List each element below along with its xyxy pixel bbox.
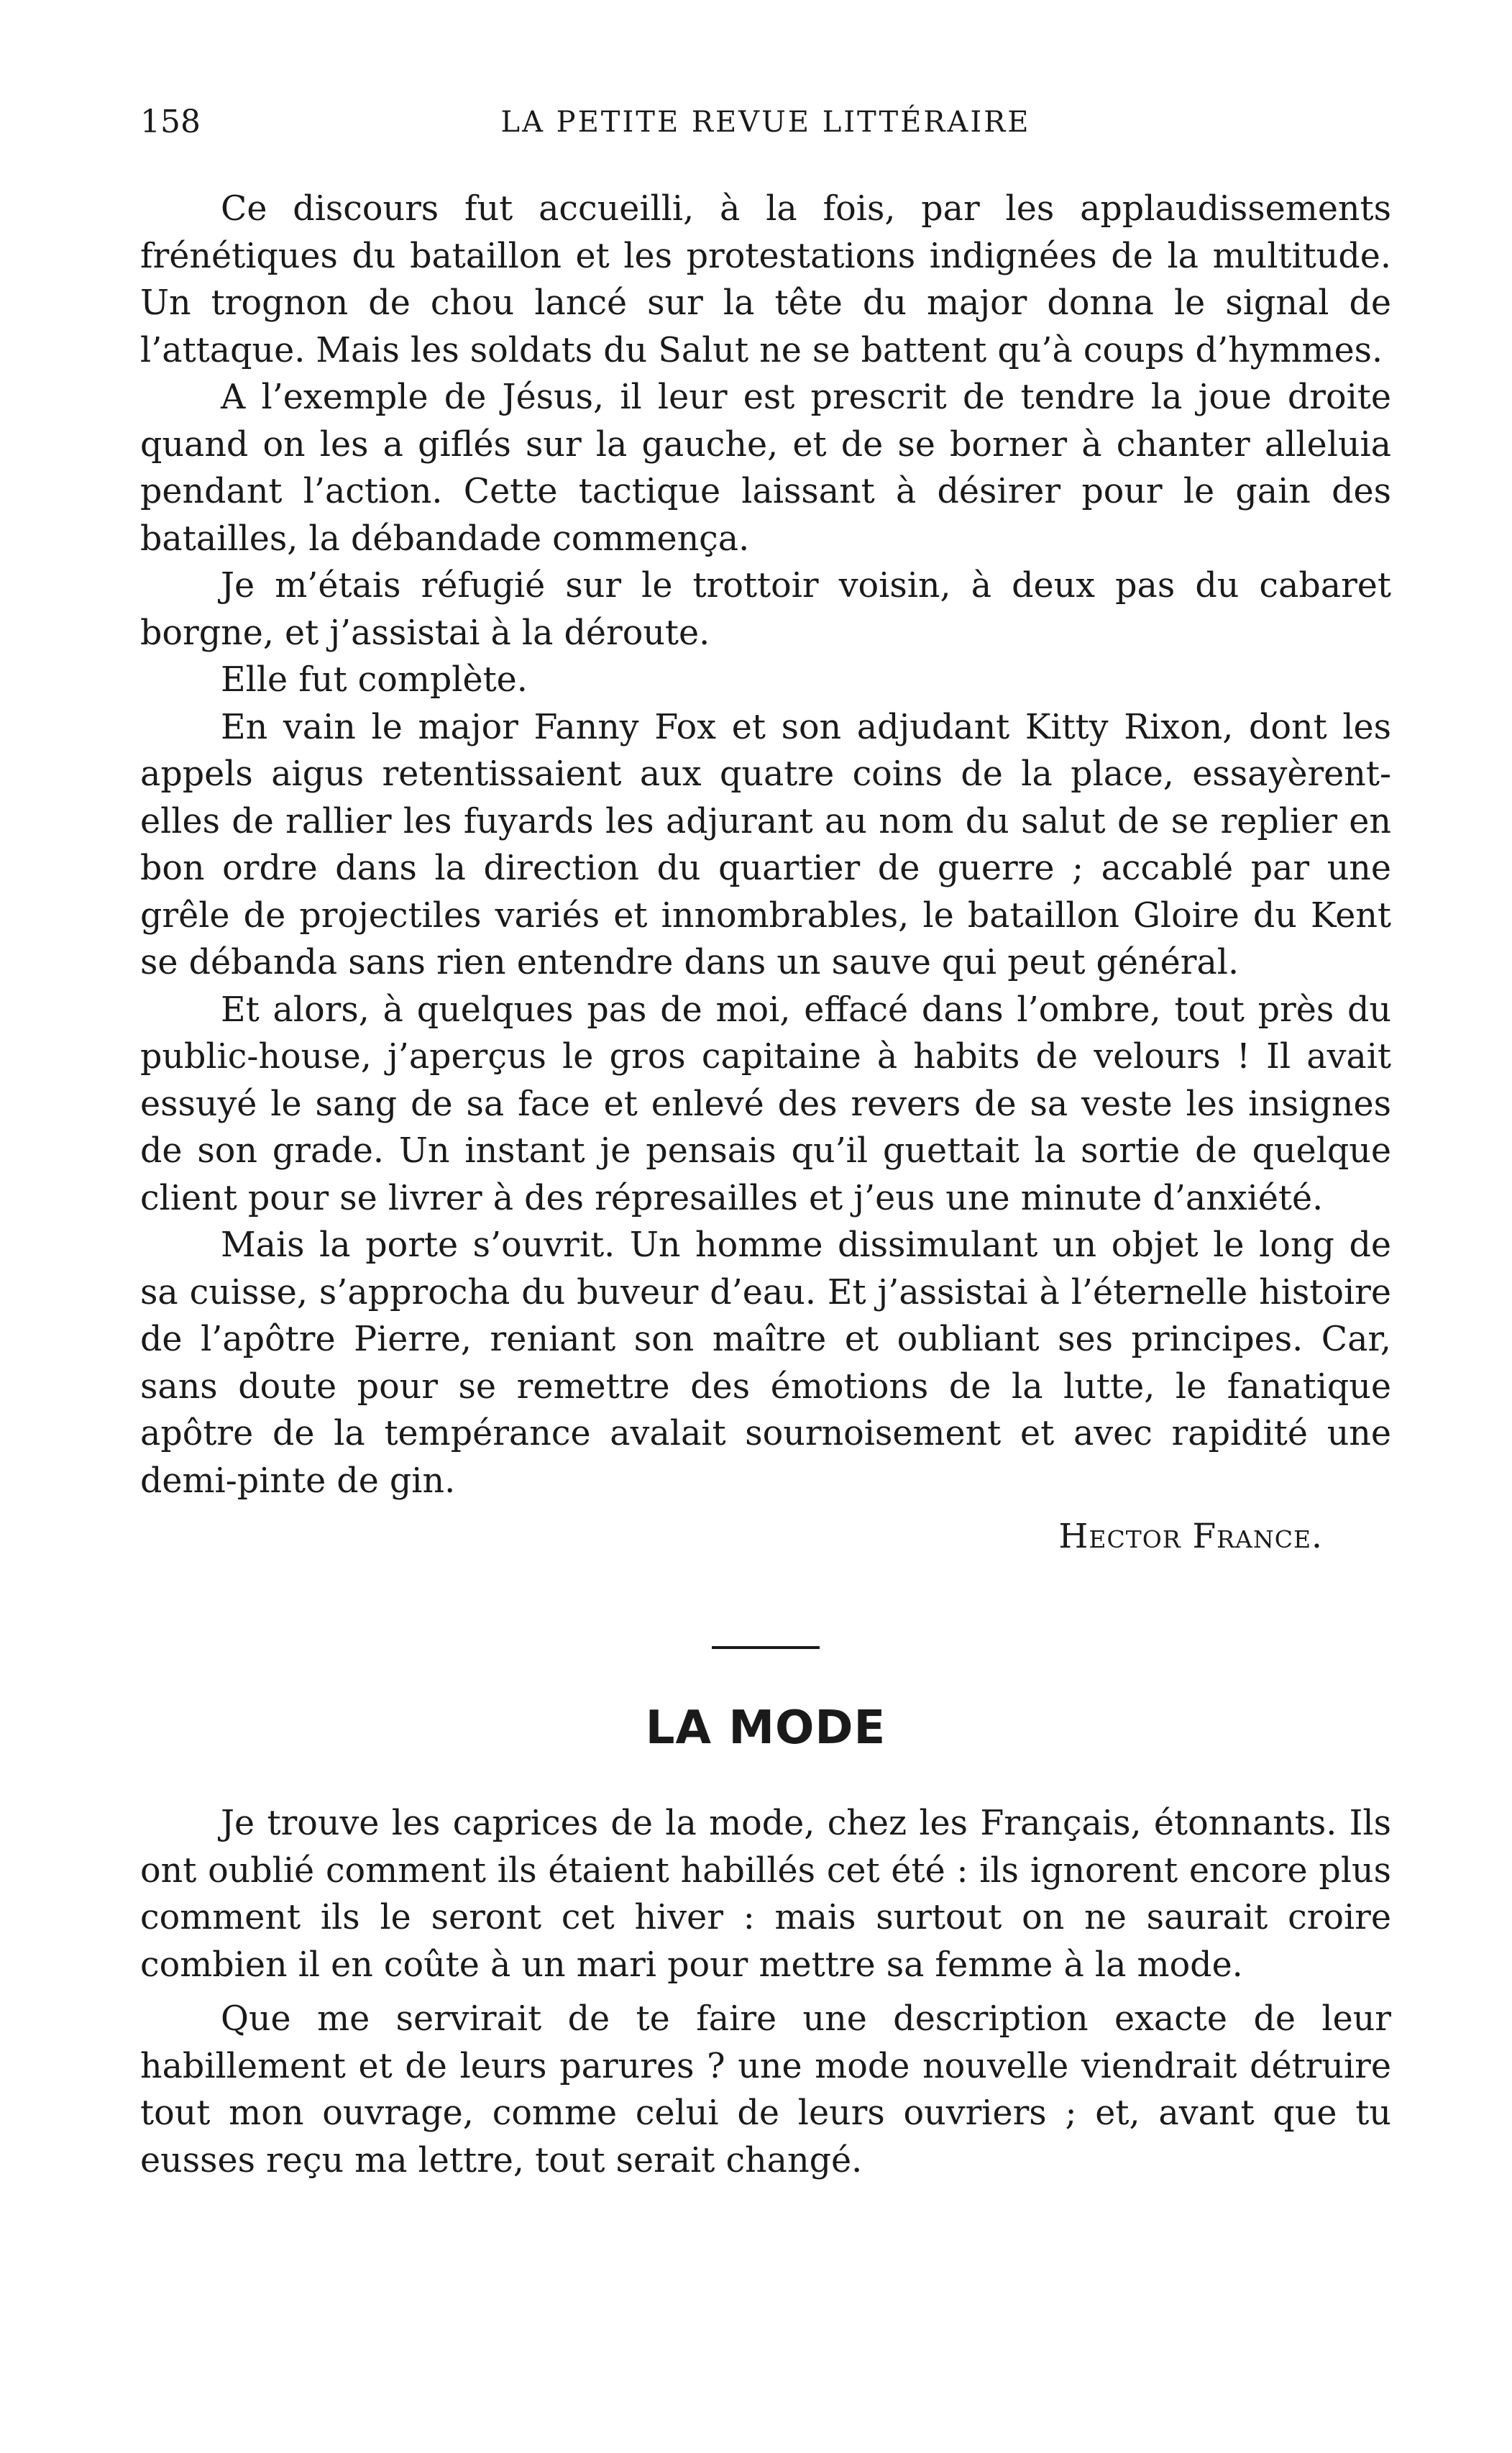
section-body: [140, 1800, 1391, 2184]
section-paragraph: Que me servirait de te faire une description exacte de leur habillement et de leurs parures ? une mode nouvelle viendrait détruire tout mon ouvrage, comme celui de leurs ouvriers ; et, avant que tu eusses reçu ma lettre, tout serait changé.: [140, 1999, 1391, 2180]
article-paragraph: Elle fut complète.: [221, 660, 528, 700]
article-paragraph: A l’exemple de Jésus, il leur est prescrit de tendre la joue droite quand on les a giflés sur la gauche, et de se borner à chanter alleluia pendant l’action. Cette tactique laissant à désirer pour le gain des batailles, la débandade commença.: [140, 378, 1391, 559]
section-title: LA MODE: [645, 1701, 886, 1755]
page-number: 158: [140, 104, 201, 140]
page-body: [140, 186, 1391, 2191]
article-body: [140, 186, 1391, 1560]
author-signature: Hector France.: [1058, 1517, 1323, 1556]
article-paragraph: Je m’étais réfugié sur le trottoir voisin, à deux pas du cabaret borgne, et j’assistai à la déroute.: [140, 566, 1391, 653]
article-paragraph: Et alors, à quelques pas de moi, effacé dans l’ombre, tout près du public-house, j’aperçus le gros capitaine à habits de velours ! Il avait essuyé le sang de sa face et enlevé des revers de sa veste les insignes de son grade. Un instant je pensais qu’il guettait la sortie de quelque client pour se livrer à des répresailles et j’eus une minute d’anxiété.: [140, 990, 1391, 1218]
page-header: [140, 101, 1391, 151]
article-paragraph: Ce discours fut accueilli, à la fois, par les applaudissements frénétiques du bataillon et les protestations indignées de la multitude. Un trognon de chou lancé sur la tête du major donna le signal de l’attaque. Mais les soldats du Salut ne se battent qu’à coups d’hymmes.: [140, 189, 1391, 370]
section-separator: [712, 1646, 820, 1649]
article-paragraph: En vain le major Fanny Fox et son adjudant Kitty Rixon, dont les appels aigus retentissaient aux quatre coins de la place, essayèrent-elles de rallier les fuyards les adjurant au nom du salut de se replier en bon ordre dans la direction du quartier de guerre ; accablé par une grêle de projectiles variés et innombrables, le bataillon Gloire du Kent se débanda sans rien entendre dans un sauve qui peut général.: [140, 707, 1391, 982]
running-title: LA PETITE REVUE LITTÉRAIRE: [500, 106, 1031, 139]
article-paragraph: Mais la porte s’ouvrit. Un homme dissimulant un objet le long de sa cuisse, s’approcha du buveur d’eau. Et j’assistai à l’éternelle histoire de l’apôtre Pierre, reniant son maître et oubliant ses principes. Car, sans doute pour se remettre des émotions de la lutte, le fanatique apôtre de la tempérance avalait sournoisement et avec rapidité une demi-pinte de gin.: [140, 1225, 1391, 1501]
section-paragraph: Je trouve les caprices de la mode, chez les Français, étonnants. Ils ont oublié comment ils étaient habillés cet été : ils ignorent encore plus comment ils le seront cet hiver : mais surtout on ne saurait croire combien il en coûte à un mari pour mettre sa femme à la mode.: [140, 1804, 1391, 1985]
